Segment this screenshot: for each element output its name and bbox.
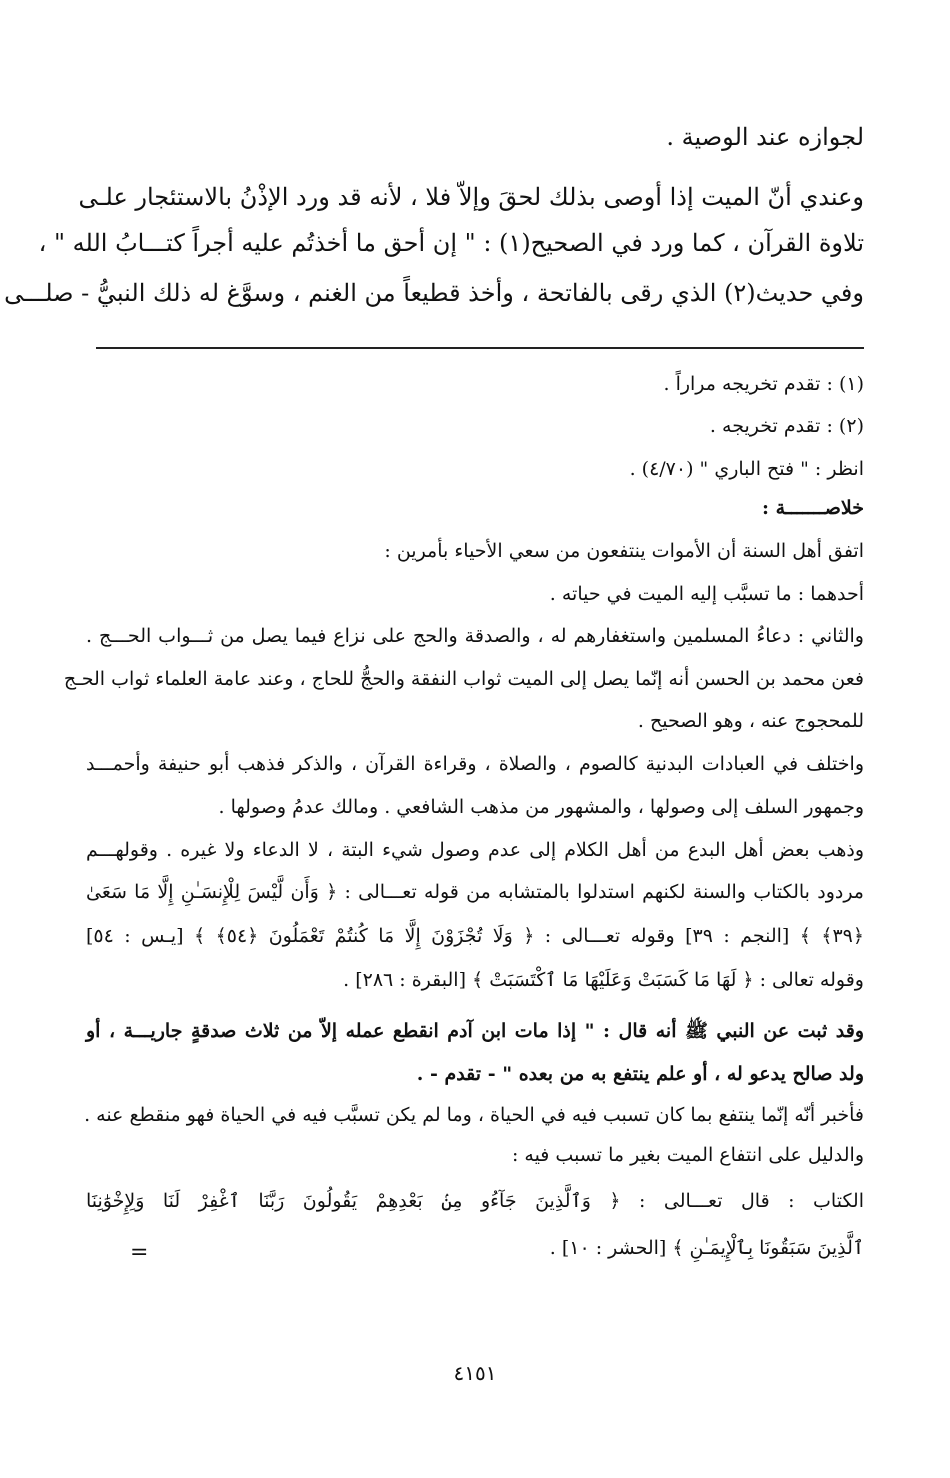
main-text-line: وفي حديث(٢) الذي رقى بالفاتحة ، وأخذ قطيعاً من الغنم ، وسوَّغ له ذلك النبيُّ - صلـــى [4, 279, 864, 307]
footnote-line: (٢) : تقدم تخريجه . [709, 415, 864, 437]
footnote-line: وقد ثبت عن النبي ﷺ أنه قال : " إذا مات ابن آدم انقطع عمله إلاّ من ثلاث صدقةٍ جاريـــة ، أو [86, 1020, 864, 1042]
footnote-line: ﴿٣٩﴾ ﴾ [النجم : ٣٩] وقوله تعـــالى : ﴿ وَلَا تُجْزَوْنَ إِلَّا مَا كُنتُمْ تَعْمَلُونَ ﴿٥٤﴾ ﴾ [يـس : ٥٤] [86, 925, 864, 947]
footnote-line: ولد صالح يدعو له ، أو علم ينتفع به من بعده " - تقدم - . [416, 1063, 864, 1085]
page-number: ٤١٥١ [453, 1361, 497, 1385]
footnote-line: أحدهما : ما تسبَّب إليه الميت في حياته . [549, 583, 864, 605]
footnote-line: واختلف في العبادات البدنية كالصوم ، والصلاة ، وقراءة القرآن ، والذكر فذهب أبو حنيفة وأحمـــد [86, 753, 864, 775]
footnote-line: والدليل على انتفاع الميت بغير ما تسبب فيه : [511, 1144, 864, 1166]
footnote-line: انظر : " فتح الباري " (٤/٧٠) . [629, 458, 864, 480]
footnote-line: الكتاب : قال تعـــالى : ﴿ وَٱلَّذِينَ جَآءُو مِنۢ بَعْدِهِمْ يَقُولُونَ رَبَّنَا ٱغْفِرْ لَنَا وَلِإِخْوَٰنِنَا [86, 1190, 864, 1212]
footnote-line: فعن محمد بن الحسن أنه إنّما يصل إلى الميت ثواب النفقة والحجُّ للحاج ، وعند عامة العلماء ثواب الحـج [63, 668, 864, 690]
main-text-line: وعندي أنّ الميت إذا أوصى بذلك لحقَ وإلاّ فلا ، لأنه قد ورد الإذْنُ بالاستئجار علـى [78, 183, 864, 211]
footnote-line: فأخبر أنّه إنّما ينتفع بما كان تسبب فيه في الحياة ، وما لم يكن تسبَّب فيه في الحياة فهو منقطع عنه . [84, 1104, 864, 1126]
footnote-line: والثاني : دعاءُ المسلمين واستغفارهم له ، والصدقة والحج على نزاع فيما يصل من ثـــواب الحـــج . [86, 625, 864, 647]
footnote-line: للمحجوج عنه ، وهو الصحيح . [637, 710, 864, 732]
footnote-line: (١) : تقدم تخريجه مراراً . [663, 373, 864, 395]
main-text-line: لجوازه عند الوصية . [666, 123, 864, 151]
footnote-separator [96, 347, 864, 349]
footnote-line: اتفق أهل السنة أن الأموات ينتفعون من سعي الأحياء بأمرين : [384, 540, 864, 562]
footnote-line: ٱلَّذِينَ سَبَقُونَا بِٱلْإِيمَـٰنِ ﴾ [الحشر : ١٠] . [549, 1237, 864, 1259]
footnote-line: وجمهور السلف إلى وصولها ، والمشهور من مذهب الشافعي . ومالك عدمُ وصولها . [218, 796, 864, 818]
continuation-mark: = [130, 1240, 149, 1265]
main-text-line: تلاوة القرآن ، كما ورد في الصحيح(١) : " إن أحق ما أخذتُم عليه أجراً كتـــابُ الله " ، [38, 229, 864, 257]
footnote-heading: خلاصـــــــة : [762, 497, 864, 519]
footnote-line: وقوله تعالى : ﴿ لَهَا مَا كَسَبَتْ وَعَلَيْهَا مَا ٱكْتَسَبَتْ ﴾ [البقرة : ٢٨٦] . [343, 969, 864, 991]
footnote-line: وذهب بعض أهل البدع من أهل الكلام إلى عدم وصول شيء البتة ، لا الدعاء ولا غيره . وقولهـــم [86, 839, 864, 861]
footnote-line: مردود بالكتاب والسنة لكنهم استدلوا بالمتشابه من قوله تعـــالى : ﴿ وَأَن لَّيْسَ لِلْإِنسَـٰنِ إِلَّا مَا سَعَىٰ [86, 881, 864, 903]
